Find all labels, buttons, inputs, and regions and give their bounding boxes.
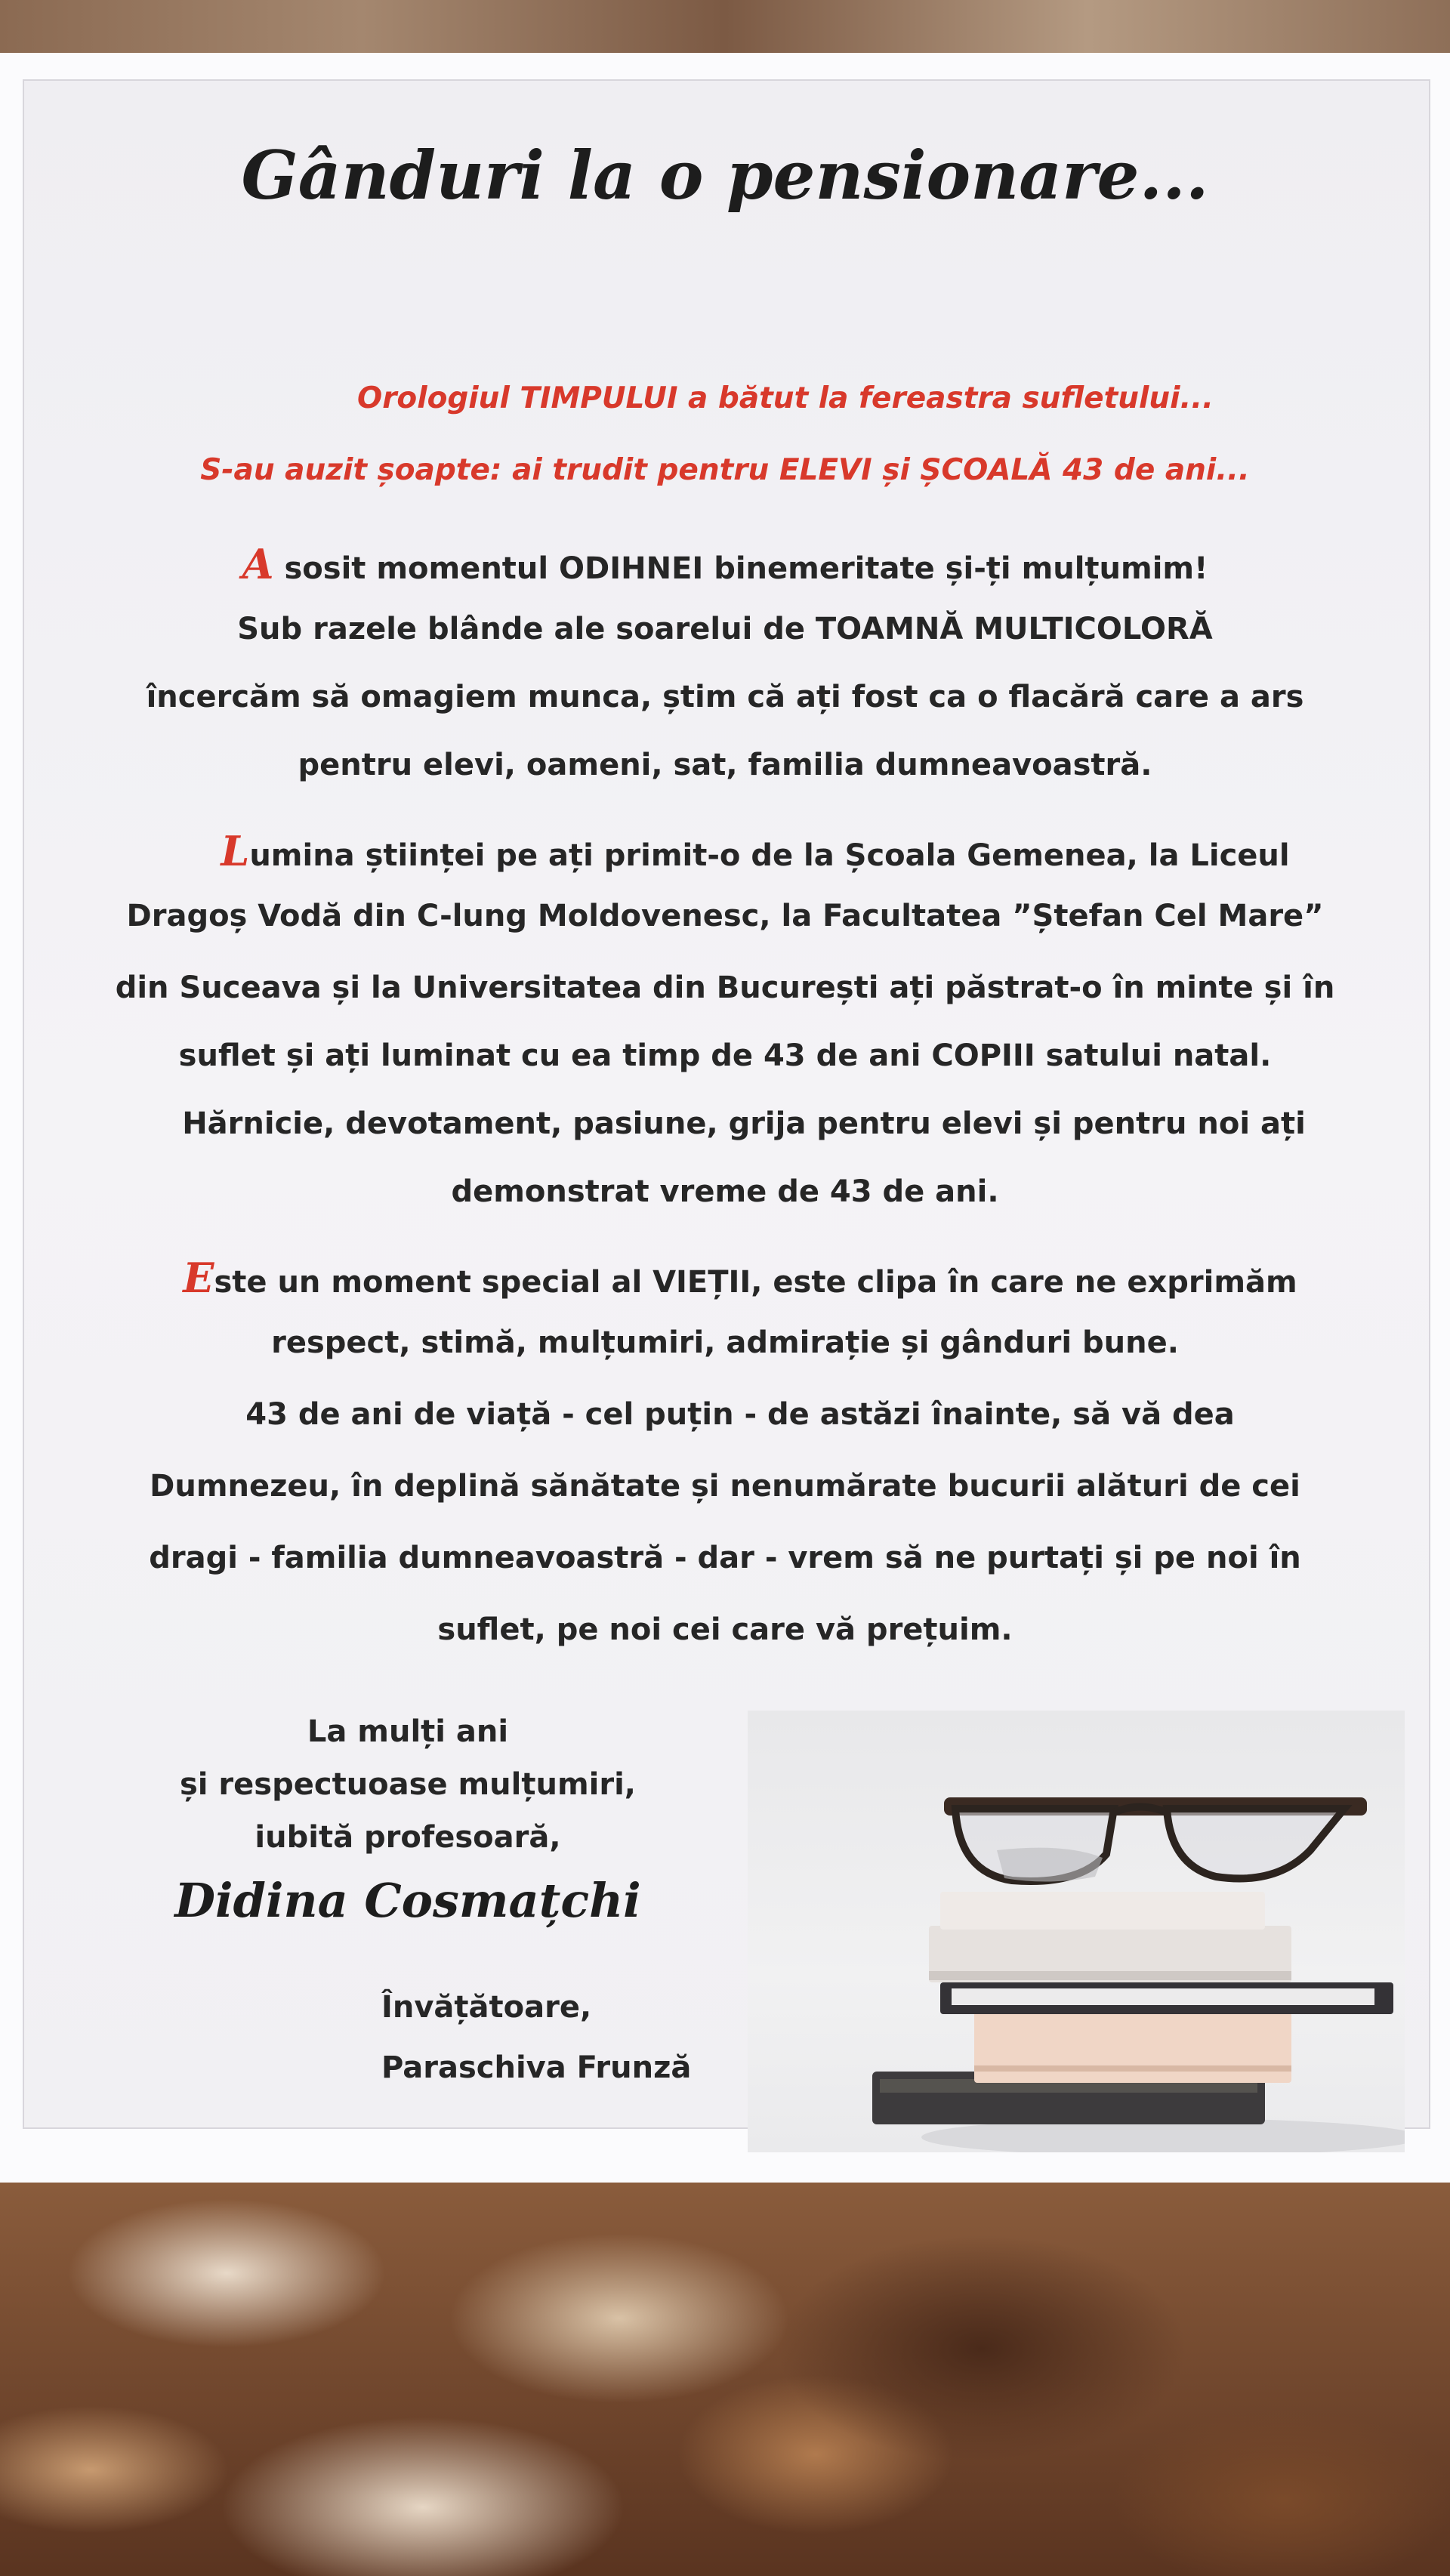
glasses bbox=[944, 1797, 1367, 1882]
intro-line-2: S-au auzit șoapte: ai trudit pentru ELEVI și ȘCOALĂ 43 de ani... bbox=[200, 453, 1250, 487]
paragraph-1-first-line bbox=[0, 540, 1450, 588]
paragraph-2-line: suflet și ați luminat cu ea timp de 43 de ani COPIII satului natal. bbox=[178, 1038, 1272, 1073]
background-carpet-bottom bbox=[0, 2183, 1450, 2576]
closing-line: și respectuoase mulțumiri, bbox=[179, 1767, 636, 1802]
intro-line-1: Orologiul TIMPULUI a bătut la fereastra sufletului... bbox=[357, 381, 1214, 415]
recipient-name: Didina Cosmațchi bbox=[174, 1873, 641, 1928]
paragraph-2-line: din Suceava și la Universitatea din București ați păstrat-o în minte și în bbox=[115, 970, 1335, 1005]
sender-role: Învățătoare, bbox=[381, 1990, 592, 2025]
paragraph-3-line: respect, stimă, mulțumiri, admirație și gânduri bune. bbox=[271, 1325, 1179, 1360]
paragraph-2-line: demonstrat vreme de 43 de ani. bbox=[451, 1174, 999, 1209]
paragraph-2-line: Dragoș Vodă din C-lung Moldovenesc, la Facultatea ”Ștefan Cel Mare” bbox=[126, 899, 1324, 933]
paragraph-2-line: Hărnicie, devotament, pasiune, grija pentru elevi și pentru noi ați bbox=[182, 1106, 1306, 1141]
paragraph-1-first-line-text: sosit momentul ODIHNEI binemeritate și-ți mulțumim! bbox=[273, 551, 1208, 586]
paragraph-1-line: pentru elevi, oameni, sat, familia dumneavoastră. bbox=[298, 748, 1152, 782]
paragraph-1-line: încercăm să omagiem munca, știm că ați fost ca o flacără care a ars bbox=[146, 680, 1304, 714]
drop-cap: E bbox=[183, 1254, 214, 1302]
paragraph-3-line: dragi - familia dumneavoastră - dar - vrem să ne purtați și pe noi în bbox=[149, 1541, 1301, 1575]
paragraph-3-line: 43 de ani de viață - cel puțin - de astăzi înainte, să vă dea bbox=[245, 1397, 1235, 1432]
closing-line: La mulți ani bbox=[307, 1714, 509, 1749]
book-top bbox=[940, 1892, 1265, 1930]
paragraph-3-first-line-text: ste un moment special al VIEȚII, este clipa în care ne exprimăm bbox=[214, 1265, 1297, 1300]
paragraph-3-line: Dumnezeu, în deplină sănătate și nenumărate bucurii alături de cei bbox=[150, 1469, 1300, 1504]
background-carpet-top bbox=[0, 0, 1450, 53]
page-title: Gânduri la o pensionare... bbox=[241, 136, 1209, 214]
books-glasses-illustration bbox=[748, 1711, 1405, 2152]
books-glasses-photo bbox=[748, 1711, 1405, 2152]
closing-line: iubită profesoară, bbox=[255, 1820, 561, 1855]
paragraph-3-first-line bbox=[15, 1254, 1450, 1302]
paragraph-1-line: Sub razele blânde ale soarelui de TOAMNĂ MULTICOLORĂ bbox=[237, 612, 1213, 646]
drop-cap: A bbox=[242, 540, 274, 588]
paragraph-2-first-line bbox=[30, 827, 1450, 875]
paragraph-3-line: suflet, pe noi cei care vă prețuim. bbox=[437, 1612, 1013, 1647]
sender-name: Paraschiva Frunză bbox=[381, 2050, 692, 2085]
paragraph-2-first-line-text: umina științei pe ați primit-o de la Școala Gemenea, la Liceul bbox=[249, 838, 1290, 873]
drop-cap: L bbox=[221, 827, 250, 875]
book-peach bbox=[974, 2011, 1291, 2083]
